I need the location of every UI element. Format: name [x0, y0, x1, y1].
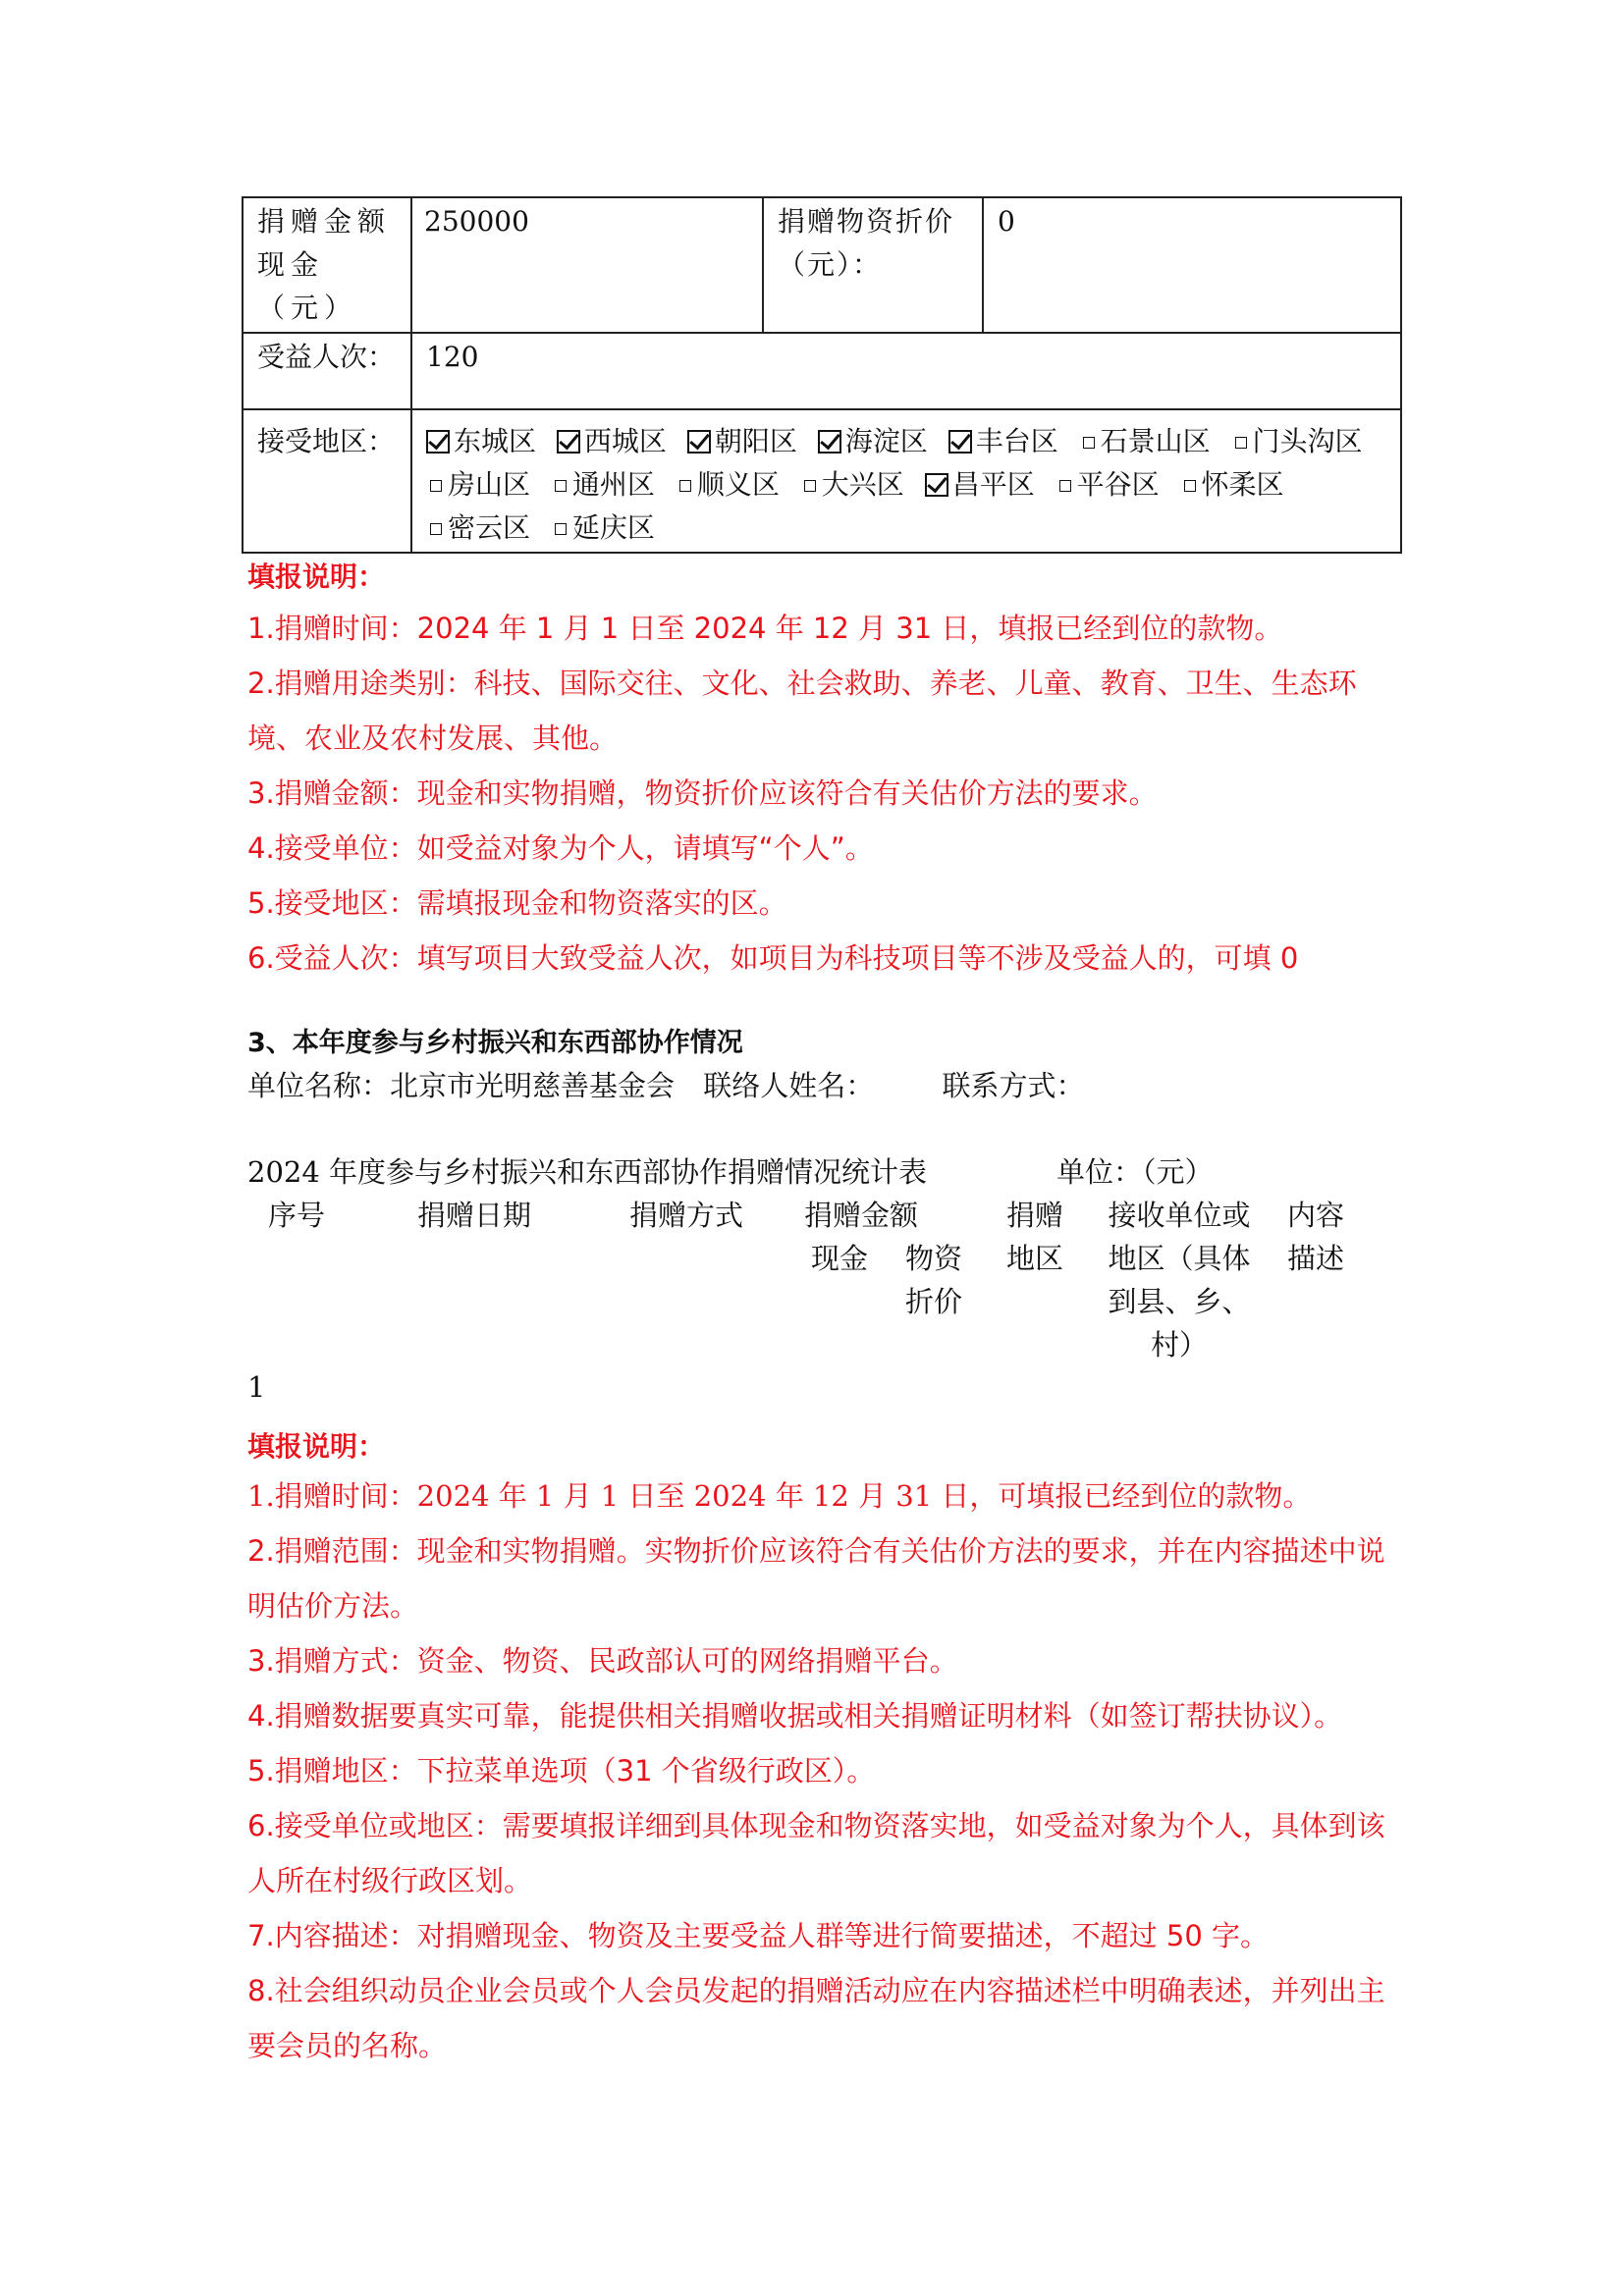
notes1-item: 2.捐赠用途类别：科技、国际交往、文化、社会救助、养老、儿童、教育、卫生、生态环境、农业及农村发展、其他。 [247, 667, 1357, 755]
donation-info-table [242, 196, 1402, 554]
beneficiary-value: 120 [411, 333, 1401, 409]
notes2-item: 3.捐赠方式：资金、物资、民政部认可的网络捐赠平台。 [247, 1644, 958, 1678]
region-label-text: 通州区 [571, 468, 655, 501]
region-option[interactable] [551, 511, 655, 544]
checked-box-icon[interactable] [687, 430, 711, 454]
contact-method-label: 联系方式： [942, 1069, 1085, 1102]
region-option[interactable] [557, 425, 667, 457]
checked-box-icon[interactable] [557, 430, 580, 454]
region-label-text: 房山区 [448, 468, 531, 501]
region-label-text: 平谷区 [1076, 468, 1160, 501]
stat-table-title: 2024 年度参与乡村振兴和东西部协作捐赠情况统计表 [247, 1155, 928, 1189]
unchecked-box-icon[interactable] [1184, 480, 1196, 492]
notes2-list [247, 1468, 1406, 2073]
goods-label: 捐赠物资折价（元）： [763, 197, 983, 333]
region-option[interactable] [426, 511, 530, 544]
region-option[interactable] [426, 468, 530, 501]
notes2-item: 1.捐赠时间：2024 年 1 月 1 日至 2024 年 12 月 31 日，可填报已经到位的款物。 [247, 1479, 1312, 1513]
region-label-text: 丰台区 [975, 425, 1058, 457]
header-date: 捐赠日期 [416, 1199, 531, 1232]
region-option[interactable] [948, 425, 1058, 457]
unchecked-box-icon[interactable] [430, 480, 442, 492]
region-label-text: 西城区 [583, 425, 667, 457]
header-cash: 现金 [810, 1242, 868, 1275]
region-option[interactable] [1231, 425, 1363, 457]
notes1-list [247, 601, 1406, 986]
region-label-text: 海淀区 [844, 425, 928, 457]
notes2-item: 2.捐赠范围：现金和实物捐赠。实物折价应该符合有关估价方法的要求，并在内容描述中说明估价方法。 [247, 1534, 1385, 1623]
notes1-item: 4.接受单位：如受益对象为个人，请填写“个人”。 [247, 831, 874, 865]
unchecked-box-icon[interactable] [430, 523, 442, 535]
region-label: 接受地区： [243, 409, 411, 553]
region-label-text: 大兴区 [821, 468, 904, 501]
unchecked-box-icon[interactable] [679, 480, 691, 492]
header-amount: 捐赠金额 [803, 1199, 918, 1232]
region-option[interactable] [1079, 425, 1211, 457]
notes1-item: 3.捐赠金额：现金和实物捐赠，物资折价应该符合有关估价方法的要求。 [247, 776, 1158, 810]
notes2-title: 填报说明： [247, 1430, 386, 1463]
unit-info-line [247, 1064, 1104, 1104]
region-checkbox-list [411, 409, 1401, 553]
notes1-item: 1.捐赠时间：2024 年 1 月 1 日至 2024 年 12 月 31 日，填报已经到位的款物。 [247, 612, 1283, 645]
header-seq: 序号 [267, 1199, 325, 1232]
notes2-item: 6.接受单位或地区：需要填报详细到具体现金和物资落实地，如受益对象为个人，具体到该人所在村级行政区划。 [247, 1809, 1385, 1897]
header-receiver: 接收单位或地区（具体到县、乡、村） [1108, 1199, 1251, 1362]
cash-value: 250000 [411, 197, 763, 333]
unchecked-box-icon[interactable] [555, 480, 567, 492]
unchecked-box-icon[interactable] [1059, 480, 1071, 492]
unchecked-box-icon[interactable] [1083, 437, 1095, 449]
notes1-item: 6.受益人次：填写项目大致受益人次，如项目为科技项目等不涉及受益人的，可填 0 [247, 941, 1299, 975]
unchecked-box-icon[interactable] [1235, 437, 1247, 449]
region-label-text: 延庆区 [571, 511, 655, 544]
header-desc: 内容描述 [1286, 1199, 1344, 1275]
region-label-text: 怀柔区 [1201, 468, 1284, 501]
header-region: 捐赠地区 [1005, 1199, 1063, 1275]
checked-box-icon[interactable] [925, 473, 948, 497]
region-label-text: 朝阳区 [714, 425, 797, 457]
region-option[interactable] [1180, 468, 1284, 501]
region-label-text: 密云区 [448, 511, 531, 544]
cash-label: 捐赠金额现金（元） [243, 197, 411, 333]
header-goods: 物资折价 [904, 1242, 962, 1318]
region-option[interactable] [551, 468, 655, 501]
notes2-item: 7.内容描述：对捐赠现金、物资及主要受益人群等进行简要描述，不超过 50 字。 [247, 1919, 1270, 1952]
region-option[interactable] [1056, 468, 1160, 501]
stat-table-unit: 单位：（元） [1056, 1155, 1214, 1189]
contact-name-label: 联络人姓名： [703, 1069, 875, 1102]
goods-value: 0 [983, 197, 1401, 333]
checked-box-icon[interactable] [426, 430, 450, 454]
region-option[interactable] [925, 468, 1035, 501]
org-name: 单位名称：北京市光明慈善基金会 [247, 1069, 676, 1102]
stat-row-number: 1 [247, 1370, 266, 1404]
notes2-item: 5.捐赠地区：下拉菜单选项（31 个省级行政区）。 [247, 1754, 876, 1788]
unchecked-box-icon[interactable] [804, 480, 816, 492]
header-method: 捐赠方式 [628, 1199, 743, 1232]
notes2-item: 8.社会组织动员企业会员或个人会员发起的捐赠活动应在内容描述栏中明确表述，并列出主要会员的名称。 [247, 1974, 1385, 2062]
region-option[interactable] [426, 425, 536, 457]
region-option[interactable] [800, 468, 904, 501]
beneficiary-label: 受益人次： [243, 333, 411, 409]
region-label-text: 石景山区 [1100, 425, 1211, 457]
checked-box-icon[interactable] [948, 430, 972, 454]
region-label-text: 东城区 [454, 425, 537, 457]
region-option[interactable] [687, 425, 797, 457]
unchecked-box-icon[interactable] [555, 523, 567, 535]
section-title: 3、本年度参与乡村振兴和东西部协作情况 [247, 1028, 743, 1058]
region-label-text: 昌平区 [951, 468, 1035, 501]
region-option[interactable] [818, 425, 928, 457]
notes2-item: 4.捐赠数据要真实可靠，能提供相关捐赠收据或相关捐赠证明材料（如签订帮扶协议）。 [247, 1699, 1343, 1733]
notes1-title: 填报说明： [247, 561, 386, 593]
notes1-item: 5.接受地区：需填报现金和物资落实的区。 [247, 886, 787, 920]
region-label-text: 顺义区 [696, 468, 780, 501]
checked-box-icon[interactable] [818, 430, 841, 454]
region-label-text: 门头沟区 [1252, 425, 1363, 457]
region-option[interactable] [676, 468, 780, 501]
